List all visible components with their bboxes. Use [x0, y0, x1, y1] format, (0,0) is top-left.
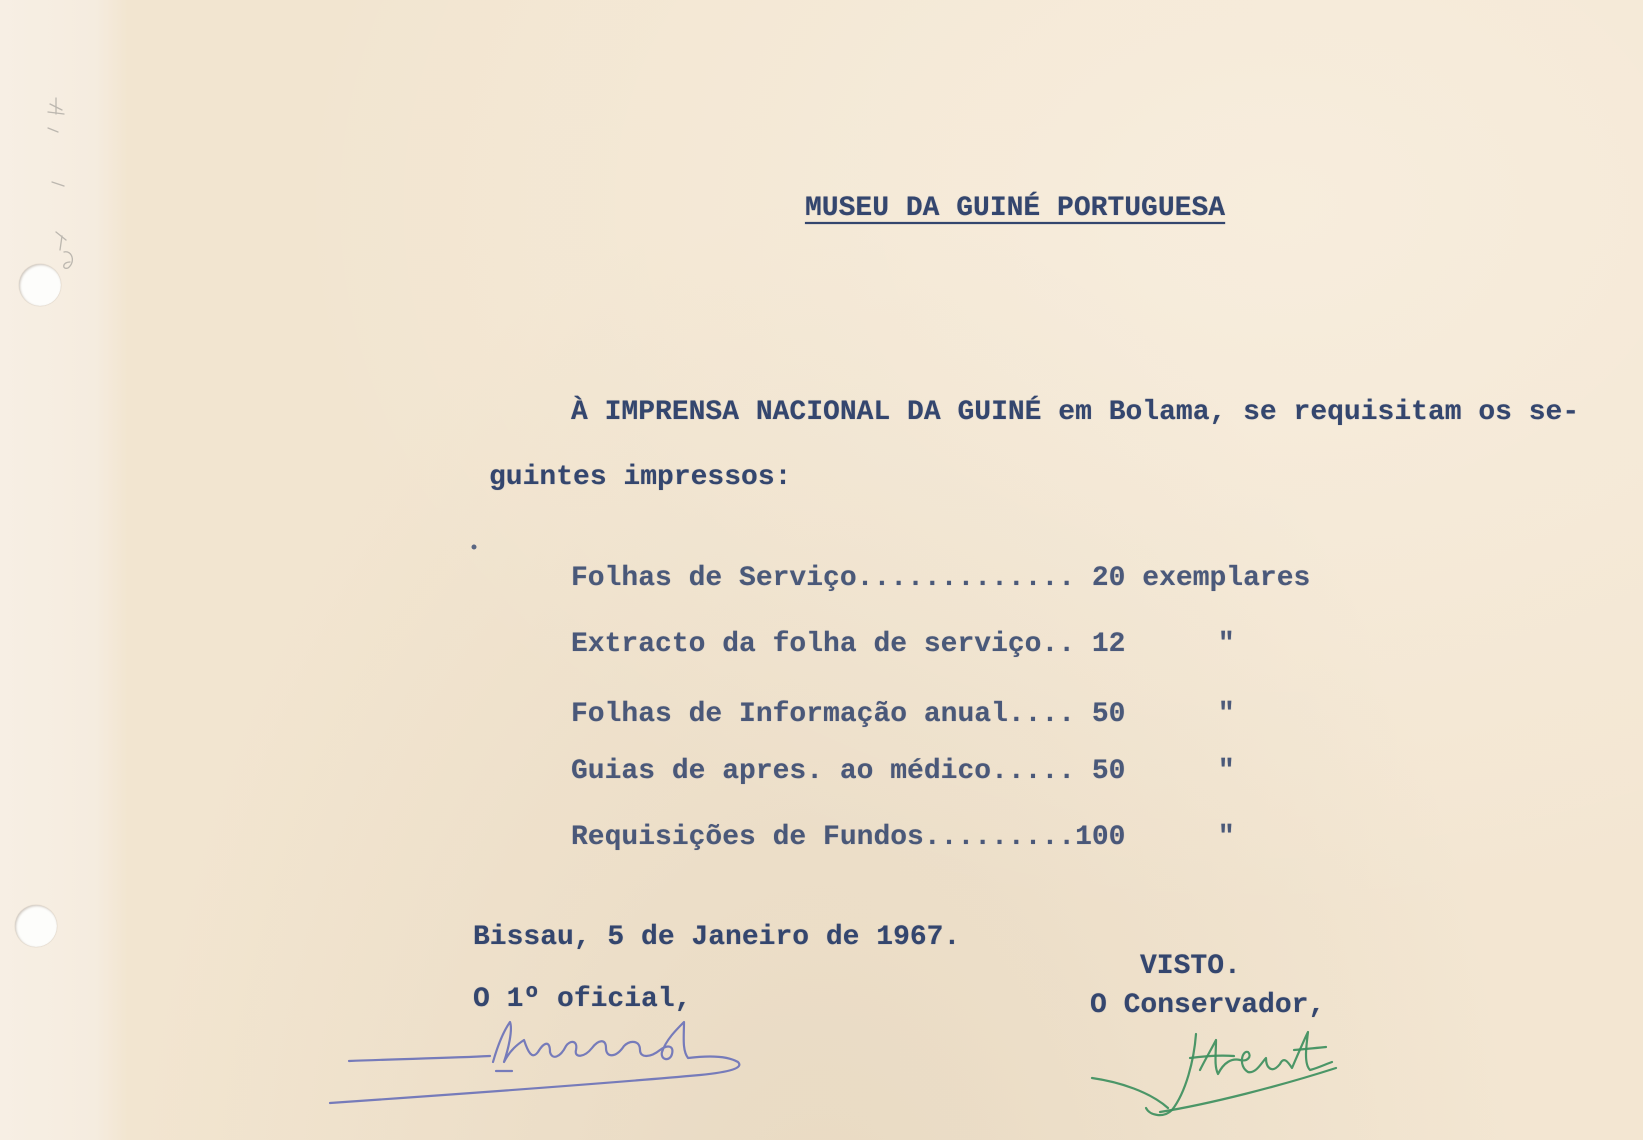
- pencil-mark: [56, 232, 72, 268]
- ditto-mark: ": [1217, 699, 1235, 730]
- item-label-with-leader: [571, 822, 1075, 854]
- signature-left: [330, 1022, 739, 1103]
- approval-visto: VISTO.: [1140, 951, 1241, 982]
- ditto-mark: ": [1217, 756, 1235, 787]
- item-label-with-leader: [571, 699, 1075, 731]
- signature-stroke: [349, 1056, 490, 1061]
- dot-leader: .....: [991, 756, 1076, 787]
- pencil-mark: [48, 128, 58, 132]
- signature-stroke: [1092, 1078, 1168, 1108]
- dot-leader: ....: [1007, 699, 1076, 730]
- signature-right: [1092, 1032, 1336, 1115]
- signature-stroke: [1146, 1034, 1196, 1115]
- list-item: [571, 822, 1310, 854]
- punch-hole: [15, 905, 57, 947]
- pencil-mark: [48, 98, 64, 114]
- item-quantity: 50: [1091, 756, 1126, 787]
- signatory-role-right: O Conservador,: [1090, 990, 1326, 1021]
- signature-stroke: [1190, 1056, 1234, 1058]
- list-item: [571, 699, 1310, 731]
- item-label: Extracto da folha de serviço: [571, 629, 1042, 660]
- item-label: Folhas de Serviço: [571, 563, 857, 594]
- ditto-mark: ": [1217, 822, 1235, 853]
- signature-stroke: [1200, 1032, 1332, 1074]
- ink-dot: [472, 545, 477, 550]
- signature-stroke: [330, 1022, 739, 1103]
- item-label: Requisições de Fundos: [571, 822, 924, 853]
- dot-leader: ..: [1041, 629, 1076, 660]
- item-label: Folhas de Informação anual: [571, 699, 1008, 730]
- pencil-margin-marks: [48, 98, 72, 268]
- list-item: [571, 563, 1310, 595]
- dot-leader: .........: [923, 822, 1076, 853]
- place-and-date: Bissau, 5 de Janeiro de 1967.: [473, 922, 961, 953]
- punch-hole: [19, 264, 61, 306]
- signature-stroke: [1294, 1047, 1326, 1050]
- item-label-with-leader: [571, 756, 1075, 788]
- dot-leader: .............: [856, 563, 1076, 594]
- item-label-with-leader: [571, 563, 1075, 595]
- signatory-role-left: O 1º oficial,: [473, 984, 692, 1015]
- item-label: Guias de apres. ao médico: [571, 756, 992, 787]
- item-unit: exemplares: [1142, 563, 1311, 594]
- body-line-1: À IMPRENSA NACIONAL DA GUINÉ em Bolama, se requisitam os se-: [571, 397, 1580, 428]
- list-item: [571, 756, 1310, 788]
- item-quantity: 50: [1091, 699, 1126, 730]
- item-quantity: 20: [1091, 563, 1126, 594]
- list-item: [571, 629, 1310, 661]
- document-heading: MUSEU DA GUINÉ PORTUGUESA: [805, 193, 1226, 224]
- signature-stroke: [1160, 1068, 1336, 1112]
- item-quantity: 12: [1091, 629, 1126, 660]
- item-quantity: 100: [1075, 822, 1126, 853]
- item-label-with-leader: [571, 629, 1075, 661]
- ditto-mark: ": [1217, 629, 1235, 660]
- body-line-2: guintes impressos:: [489, 462, 792, 493]
- pencil-mark: [52, 182, 64, 186]
